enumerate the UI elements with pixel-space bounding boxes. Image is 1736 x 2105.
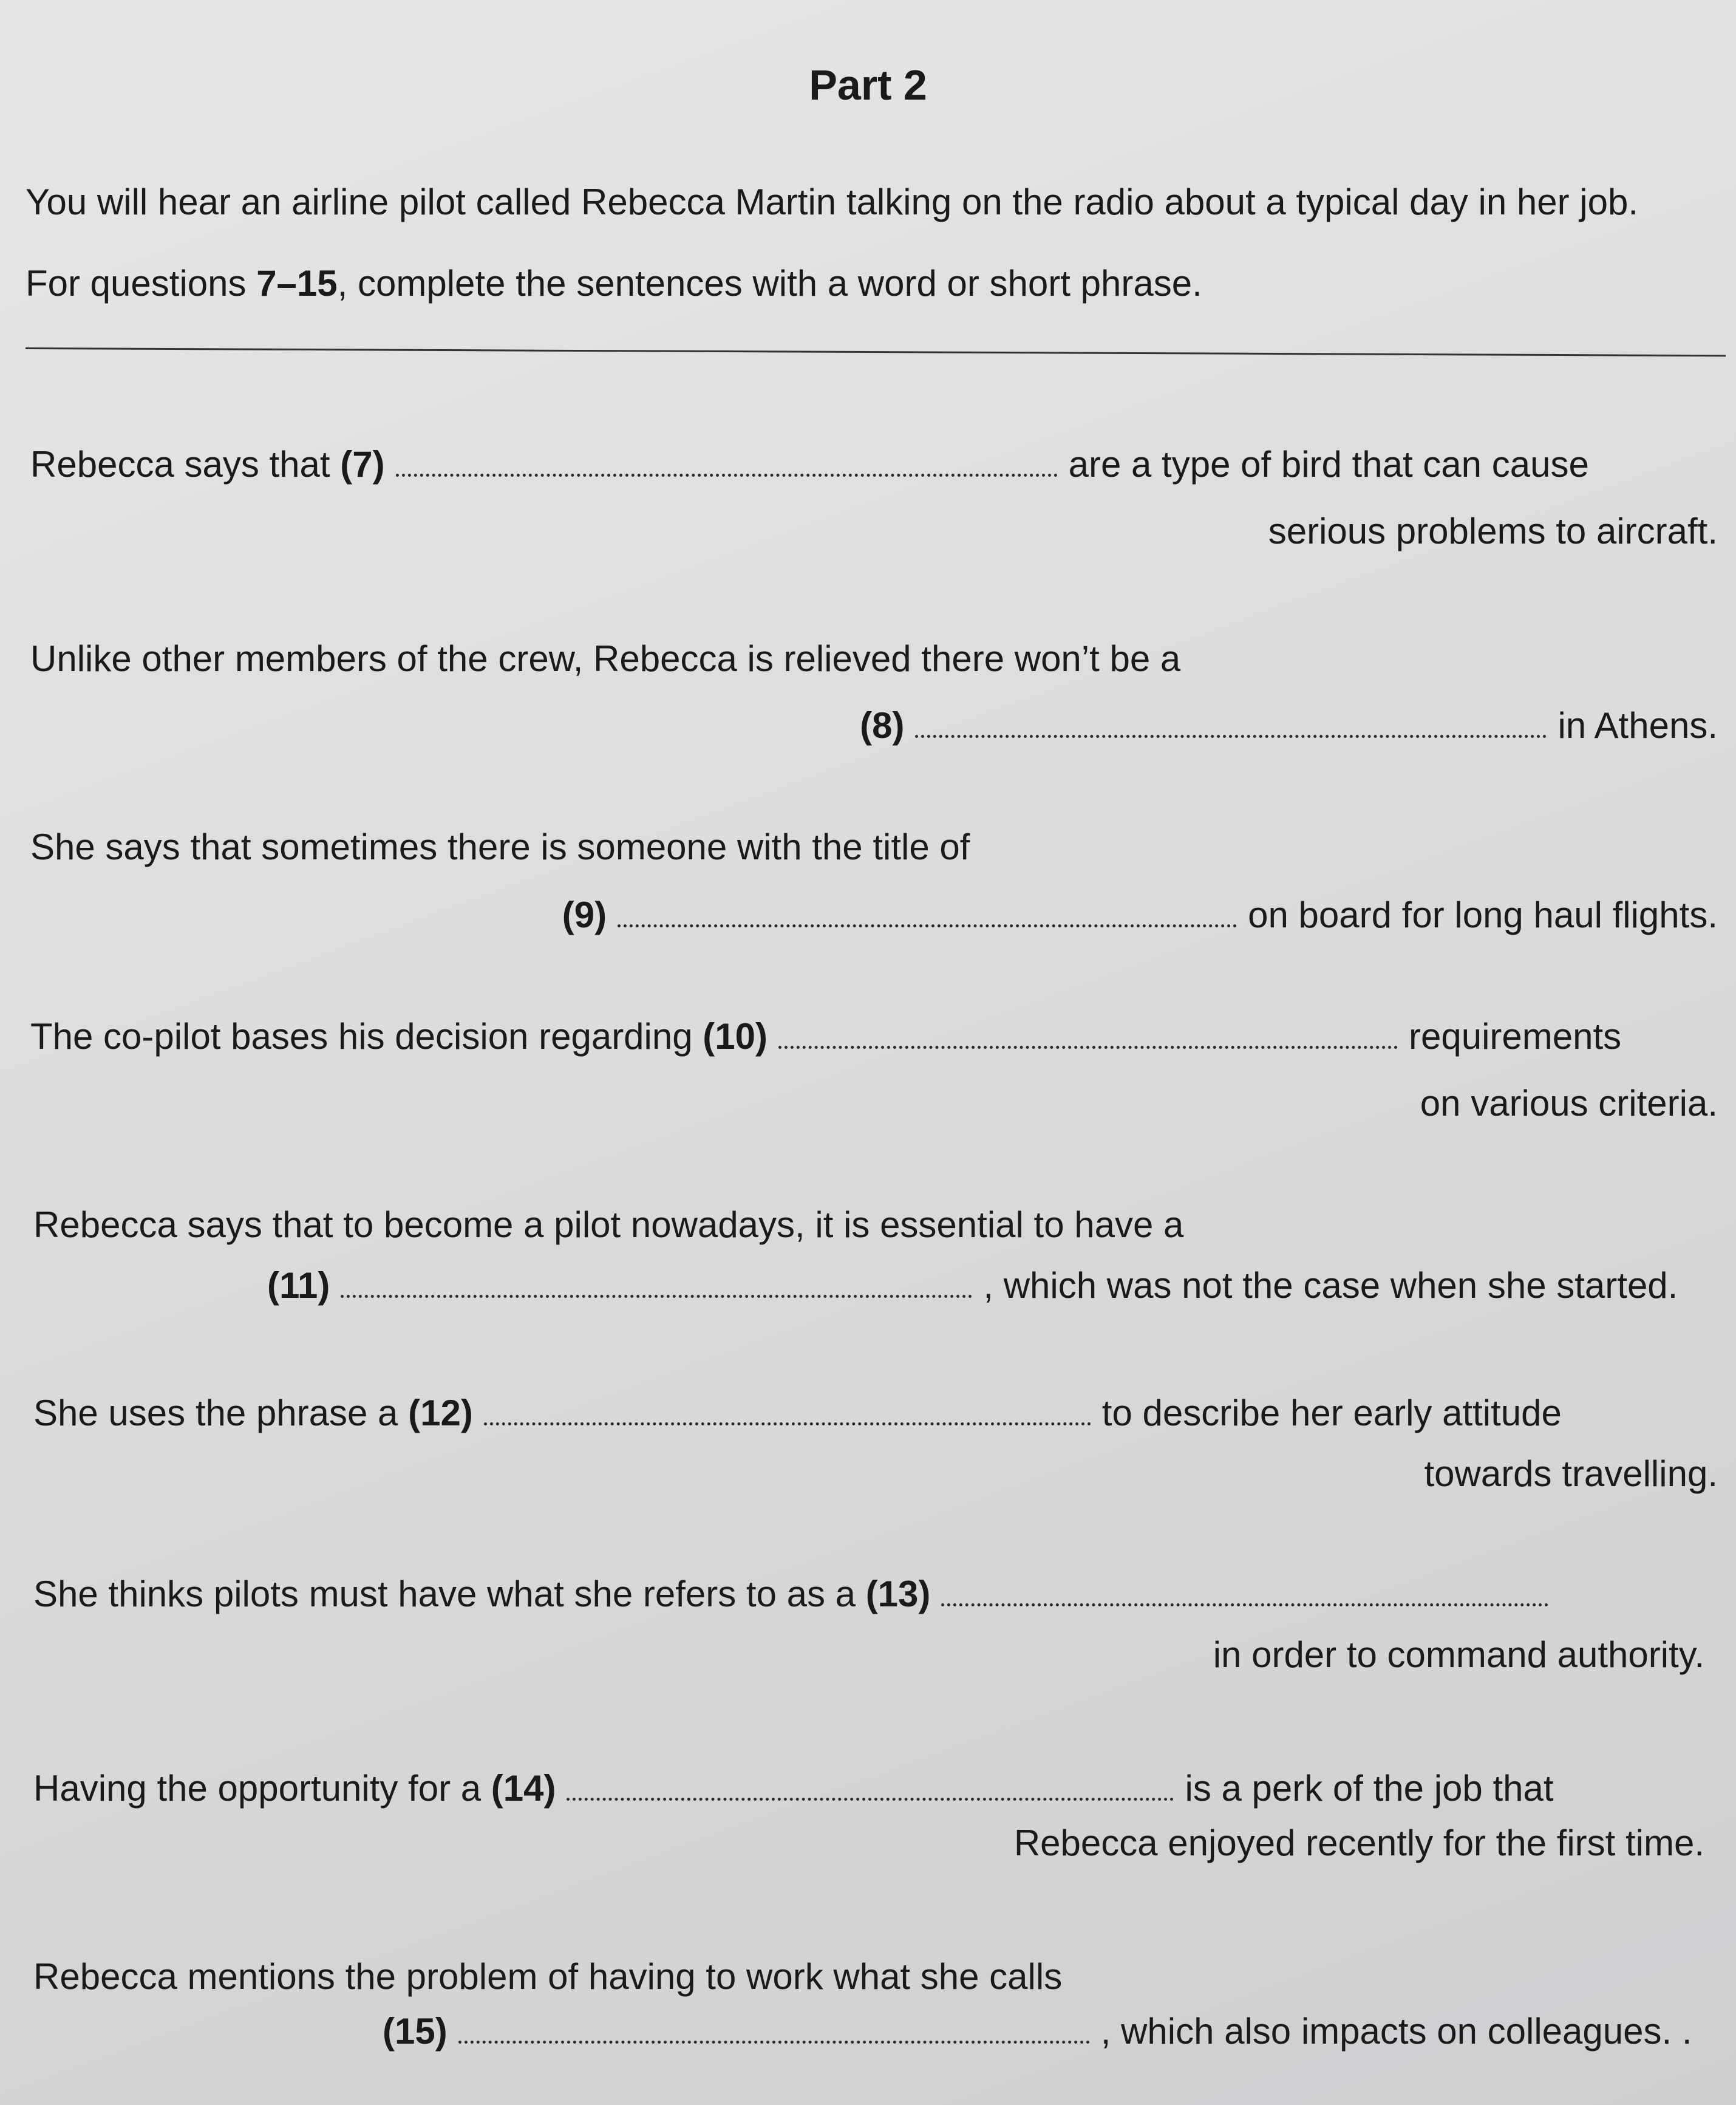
question-8: Unlike other members of the crew, Rebecca is relieved there won’t be a: [30, 638, 1181, 679]
q7-answer-blank[interactable]: [396, 474, 1058, 477]
q15-answer-line: [383, 2010, 1692, 2052]
question-10: [30, 1015, 1621, 1057]
instructions: [26, 262, 1202, 304]
q11-number: (11): [267, 1265, 330, 1306]
q8-number: (8): [860, 705, 905, 746]
q10-text-after: requirements: [1408, 1016, 1622, 1057]
instructions-post: , complete the sentences with a word or short phrase.: [337, 263, 1202, 304]
q8-answer-blank[interactable]: [915, 735, 1547, 738]
intro-text: You will hear an airline pilot called Rebecca Martin talking on the radio about a typical day in her job.: [26, 182, 1639, 222]
instructions-range: 7–15: [256, 263, 338, 304]
q13-answer-blank[interactable]: [941, 1603, 1548, 1606]
q13-text: She thinks pilots must have what she refers to as a: [33, 1574, 866, 1614]
q11-answer-blank[interactable]: [341, 1295, 972, 1298]
q14-text-after: is a perk of the job that: [1185, 1768, 1554, 1809]
q7-number: (7): [340, 444, 385, 485]
question-12: [33, 1392, 1562, 1434]
q13-number: (13): [865, 1574, 931, 1614]
q12-text: She uses the phrase a: [33, 1393, 409, 1433]
q10-continuation: on various criteria.: [1420, 1083, 1718, 1124]
divider: [26, 347, 1726, 357]
q12-answer-blank[interactable]: [484, 1422, 1091, 1425]
question-9: She says that sometimes there is someone with the title of: [30, 827, 970, 867]
q14-continuation: Rebecca enjoyed recently for the first time.: [1013, 1823, 1704, 1863]
q12-text-after: to describe her early attitude: [1101, 1393, 1562, 1433]
q9-number: (9): [562, 895, 607, 935]
q10-text: The co-pilot bases his decision regarding: [30, 1016, 703, 1057]
q9-answer-blank[interactable]: [618, 924, 1237, 927]
q10-number: (10): [703, 1016, 768, 1057]
q8-text-after: in Athens.: [1557, 705, 1718, 746]
q7-text: Rebecca says that: [30, 444, 341, 485]
q12-number: (12): [408, 1393, 473, 1433]
q15-answer-blank[interactable]: [458, 2041, 1090, 2044]
q7-text-after: are a type of bird that can cause: [1068, 444, 1589, 485]
q8-answer-line: [860, 705, 1718, 746]
page-title: Part 2: [809, 61, 927, 109]
q14-text: Having the opportunity for a: [33, 1768, 491, 1809]
q15-text-after: , which also impacts on colleagues. .: [1100, 2011, 1692, 2052]
q13-continuation: in order to command authority.: [1213, 1634, 1704, 1675]
q15-number: (15): [383, 2011, 448, 2052]
q7-continuation: serious problems to aircraft.: [1268, 511, 1718, 551]
q14-answer-blank[interactable]: [567, 1798, 1174, 1801]
question-11: Rebecca says that to become a pilot nowadays, it is essential to have a: [33, 1204, 1184, 1245]
instructions-pre: For questions: [26, 263, 257, 304]
question-13: [33, 1573, 1559, 1615]
q11-answer-line: [267, 1264, 1678, 1306]
q14-number: (14): [491, 1768, 556, 1809]
q9-answer-line: [562, 894, 1718, 936]
q11-text-after: , which was not the case when she started.: [983, 1265, 1678, 1306]
question-7: [30, 443, 1589, 485]
q10-answer-blank[interactable]: [778, 1046, 1398, 1049]
q12-continuation: towards travelling.: [1424, 1453, 1718, 1494]
question-15: Rebecca mentions the problem of having to work what she calls: [33, 1956, 1063, 1997]
q9-text-after: on board for long haul flights.: [1248, 895, 1718, 935]
question-14: [33, 1767, 1554, 1809]
